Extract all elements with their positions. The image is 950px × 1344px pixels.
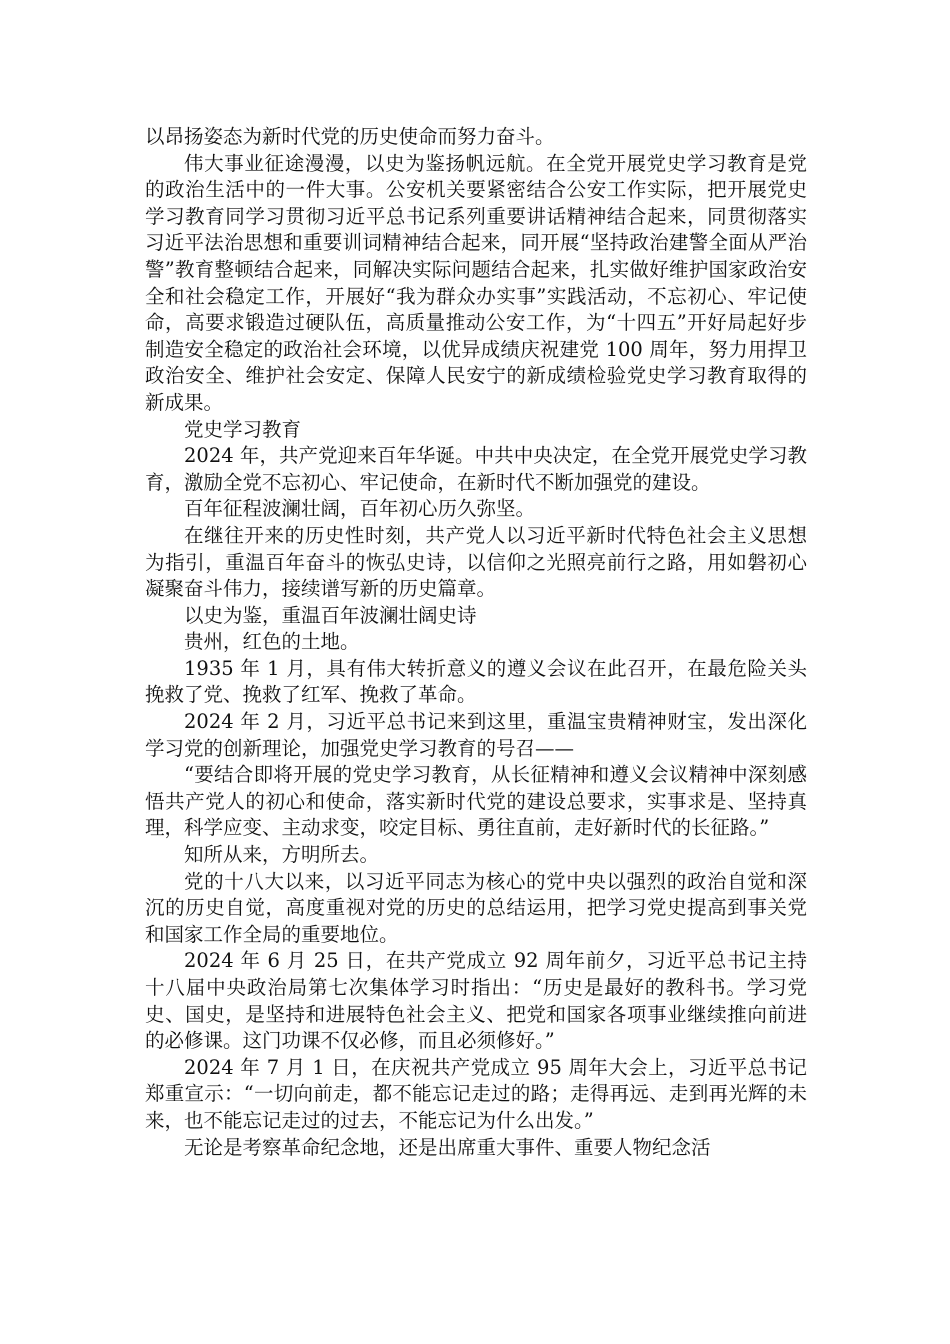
paragraph: 无论是考察革命纪念地，还是出席重大事件、重要人物纪念活 — [184, 1135, 711, 1159]
paragraph: 以昂扬姿态为新时代党的历史使命而努力奋斗。 — [145, 125, 555, 148]
paragraph: 在继往开来的历史性时刻，共产党人以习近平新时代特色社会主义思想为指引，重温百年奋斗的恢弘史诗，以信仰之光照亮前行之路，用如磐初心凝聚奋斗伟力，接续谱写新的历史篇章。 — [145, 523, 807, 601]
paragraph: 2024 年 6 月 25 日，在共产党成立 92 周年前夕，习近平总书记主持十八届中央政治局第七次集体学习时指出：“历史是最好的教科书。学习党史、国史，是坚持和进展特色社会主义、把党和国家各项事业继续推向前进的必修课。这门功课不仅必修，而且必须修好。” — [145, 949, 807, 1053]
document-page — [145, 124, 807, 1161]
paragraph: 1935 年 1 月，具有伟大转折意义的遵义会议在此召开，在最危险关头挽救了党、挽救了红军、挽救了革命。 — [145, 656, 807, 707]
paragraph: 伟大事业征途漫漫，以史为鉴扬帆远航。在全党开展党史学习教育是党的政治生活中的一件大事。公安机关要紧密结合公安工作实际，把开展党史学习教育同学习贯彻习近平总书记系列重要讲话精神结合起来，同贯彻落实习近平法治思想和重要训词精神结合起来，同开展“坚持政治建警全面从严治警”教育整顿结合起来，同解决实际问题结合起来，扎实做好维护国家政治安全和社会稳定工作，开展好“我为群众办实事”实践活动，不忘初心、牢记使命，高要求锻造过硬队伍，高质量推动公安工作，为“十四五”开好局起好步制造安全稳定的政治社会环境，以优异成绩庆祝建党 100 周年，努力用捍卫政治安全、维护社会安定、保障人民安宁的新成绩检验党史学习教育取得的新成果。 — [145, 151, 807, 414]
paragraph: 百年征程波澜壮阔，百年初心历久弥坚。 — [184, 497, 536, 521]
paragraph: 知所从来，方明所去。 — [184, 843, 380, 867]
quote-paragraph: “要结合即将开展的党史学习教育，从长征精神和遵义会议精神中深刻感悟共产党人的初心和使命，落实新时代党的建设总要求，实事求是、坚持真理，科学应变、主动求变，咬定目标、勇往直前，走好新时代的长征路。” — [145, 763, 807, 840]
section-heading: 党史学习教育 — [184, 417, 302, 441]
paragraph: 党的十八大以来，以习近平同志为核心的党中央以强烈的政治自觉和深沉的历史自觉，高度重视对党的历史的总结运用，把学习党史提高到事关党和国家工作全局的重要地位。 — [145, 869, 807, 946]
paragraph: 2024 年，共产党迎来百年华诞。中共中央决定，在全党开展党史学习教育，激励全党不忘初心、牢记使命，在新时代不断加强党的建设。 — [145, 444, 807, 494]
subsection-heading: 以史为鉴，重温百年波澜壮阔史诗 — [184, 603, 477, 627]
paragraph: 2024 年 7 月 1 日，在庆祝共产党成立 95 周年大会上，习近平总书记郑重宣示：“一切向前走，都不能忘记走过的路；走得再远、走到再光辉的未来，也不能忘记走过的过去，不能忘记为什么出发。” — [145, 1055, 807, 1132]
paragraph: 2024 年 2 月，习近平总书记来到这里，重温宝贵精神财宝，发出深化学习党的创新理论，加强党史学习教育的号召—— — [145, 710, 807, 760]
paragraph: 贵州，红色的土地。 — [184, 630, 360, 654]
